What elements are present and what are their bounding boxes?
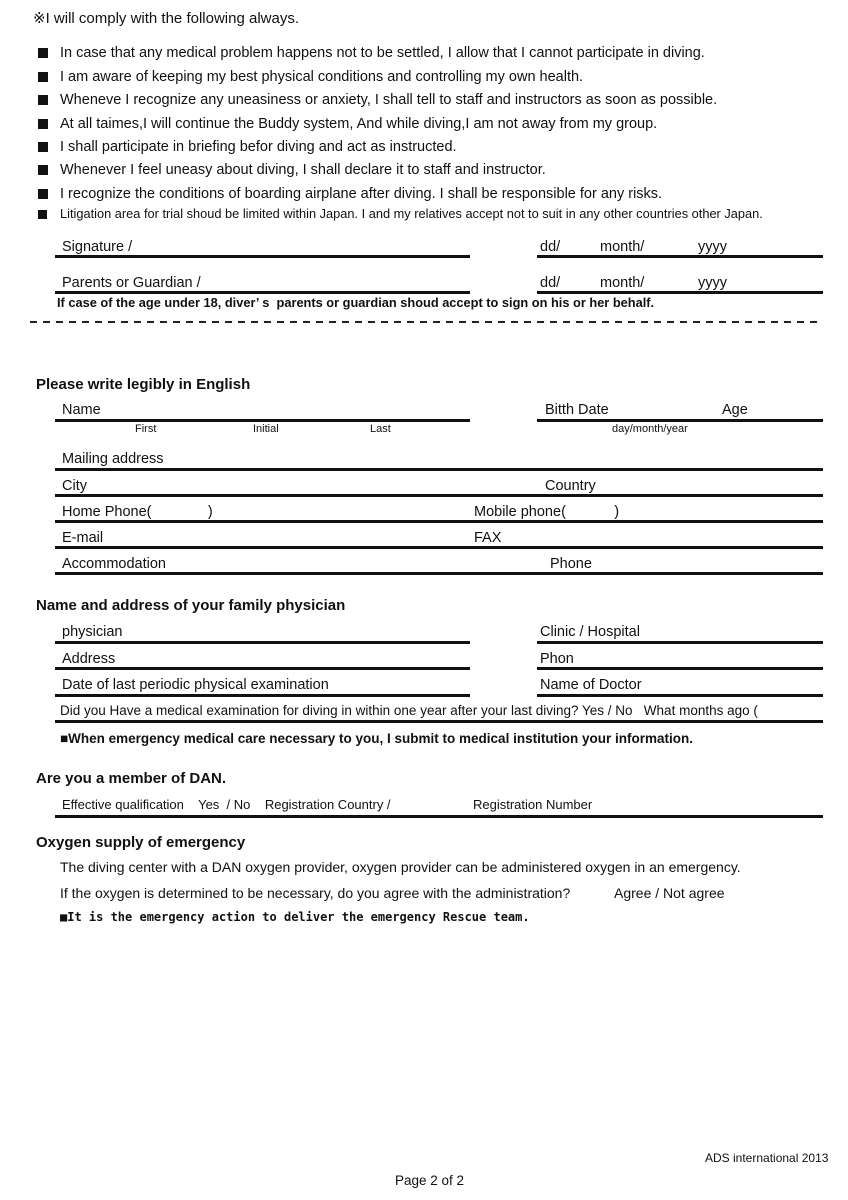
signature-date-line xyxy=(537,255,823,258)
doctor-name-label: Name of Doctor xyxy=(540,677,642,693)
birth-date-label: Bitth Date xyxy=(545,402,609,418)
initial-label: Initial xyxy=(253,423,279,435)
accommodation-label: Accommodation xyxy=(62,556,166,572)
date-month-label: month/ xyxy=(600,239,645,255)
mailing-address-line xyxy=(55,468,823,471)
compliance-item: I shall participate in briefing befor diving and act as instructed. xyxy=(60,139,457,155)
compliance-item: I am aware of keeping my best physical conditions and controlling my own health. xyxy=(60,69,584,85)
emergency-note: ■When emergency medical care necessary to you, I submit to medical institution your information. xyxy=(60,731,694,746)
compliance-intro: ※I will comply with the following always. xyxy=(33,10,299,27)
minor-note: If case of the age under 18, diver’ s parents or guardian shoud accept to sign on his or her behalf. xyxy=(57,295,655,310)
compliance-item: Wheneve I recognize any uneasiness or anxiety, I shall tell to staff and instructors as soon as possible. xyxy=(60,92,718,108)
date-dd-label: dd/ xyxy=(540,239,561,255)
dan-registration-number-label: Registration Number xyxy=(473,797,593,812)
physician-address-label: Address xyxy=(62,651,116,667)
dmy-label: day/month/year xyxy=(612,423,688,435)
doctor-name-line xyxy=(537,694,823,697)
dan-qualification-row: Effective qualification Yes / No Registration Country / xyxy=(62,797,391,812)
bullet-square-icon xyxy=(38,72,48,82)
date-month-label: month/ xyxy=(600,275,645,291)
footer-page-number: Page 2 of 2 xyxy=(395,1173,465,1188)
oxygen-note: ■It is the emergency action to deliver the emergency Rescue team. xyxy=(60,910,530,924)
oxygen-answer: Agree / Not agree xyxy=(614,885,725,901)
date-yyyy-label: yyyy xyxy=(698,275,727,291)
mobile-phone-label: Mobile phone( ) xyxy=(474,504,620,520)
date-dd-label: dd/ xyxy=(540,275,561,291)
first-label: First xyxy=(135,423,157,435)
age-label: Age xyxy=(722,402,748,418)
bullet-square-icon xyxy=(38,142,48,152)
compliance-item: At all taimes,I will continue the Buddy system, And while diving,I am not away from my group. xyxy=(60,116,658,132)
physician-label: physician xyxy=(62,624,123,640)
oxygen-question: If the oxygen is determined to be necessary, do you agree with the administration? xyxy=(60,885,571,901)
bullet-square-icon xyxy=(38,165,48,175)
clinic-line xyxy=(537,641,823,644)
physician-phone-line xyxy=(537,667,823,670)
guardian-date-line xyxy=(537,291,823,294)
footer-credit: ADS international 2013 xyxy=(705,1151,829,1165)
phone-line xyxy=(55,520,823,523)
exam-question: Did you Have a medical examination for diving in within one year after your last diving? Yes / No What months ago ( xyxy=(60,703,758,718)
bullet-square-icon xyxy=(38,95,48,105)
accommodation-line xyxy=(55,572,823,575)
oxygen-heading: Oxygen supply of emergency xyxy=(36,834,246,851)
city-country-line xyxy=(55,494,823,497)
oxygen-line1: The diving center with a DAN oxygen provider, oxygen provider can be administered oxygen in an emergency. xyxy=(60,859,741,875)
personal-heading: Please write legibly in English xyxy=(36,376,251,393)
email-fax-line xyxy=(55,546,823,549)
last-label: Last xyxy=(370,423,391,435)
compliance-item: Litigation area for trial shoud be limited within Japan. I and my relatives accept not to suit in any other countries other Japan. xyxy=(60,206,763,221)
dashed-separator xyxy=(30,321,823,323)
exam-question-line xyxy=(55,720,823,723)
guardian-line xyxy=(55,291,470,294)
accommodation-phone-label: Phone xyxy=(550,556,592,572)
home-phone-label: Home Phone( ) xyxy=(62,504,213,520)
city-label: City xyxy=(62,478,87,494)
compliance-item: I recognize the conditions of boarding airplane after diving. I shall be responsible for any risks. xyxy=(60,186,663,202)
compliance-item: In case that any medical problem happens not to be settled, I allow that I cannot participate in diving. xyxy=(60,45,705,61)
fax-label: FAX xyxy=(474,530,502,546)
physician-address-line xyxy=(55,667,470,670)
last-exam-label: Date of last periodic physical examination xyxy=(62,677,329,693)
date-yyyy-label: yyyy xyxy=(698,239,727,255)
guardian-label: Parents or Guardian / xyxy=(62,275,201,291)
signature-line xyxy=(55,255,470,258)
dan-heading: Are you a member of DAN. xyxy=(36,770,227,787)
bullet-square-icon xyxy=(38,119,48,129)
birth-date-line xyxy=(537,419,823,422)
bullet-square-icon xyxy=(38,189,48,199)
last-exam-line xyxy=(55,694,470,697)
compliance-item: Whenever I feel uneasy about diving, I shall declare it to staff and instructor. xyxy=(60,162,546,178)
physician-line xyxy=(55,641,470,644)
name-line xyxy=(55,419,470,422)
physician-phone-label: Phon xyxy=(540,651,574,667)
signature-label: Signature / xyxy=(62,239,133,255)
dan-line xyxy=(55,815,823,818)
bullet-square-icon xyxy=(38,210,47,219)
name-label: Name xyxy=(62,402,101,418)
email-label: E-mail xyxy=(62,530,104,546)
country-label: Country xyxy=(545,478,596,494)
physician-heading: Name and address of your family physician xyxy=(36,597,346,614)
mailing-address-label: Mailing address xyxy=(62,451,164,467)
bullet-square-icon xyxy=(38,48,48,58)
clinic-label: Clinic / Hospital xyxy=(540,624,640,640)
